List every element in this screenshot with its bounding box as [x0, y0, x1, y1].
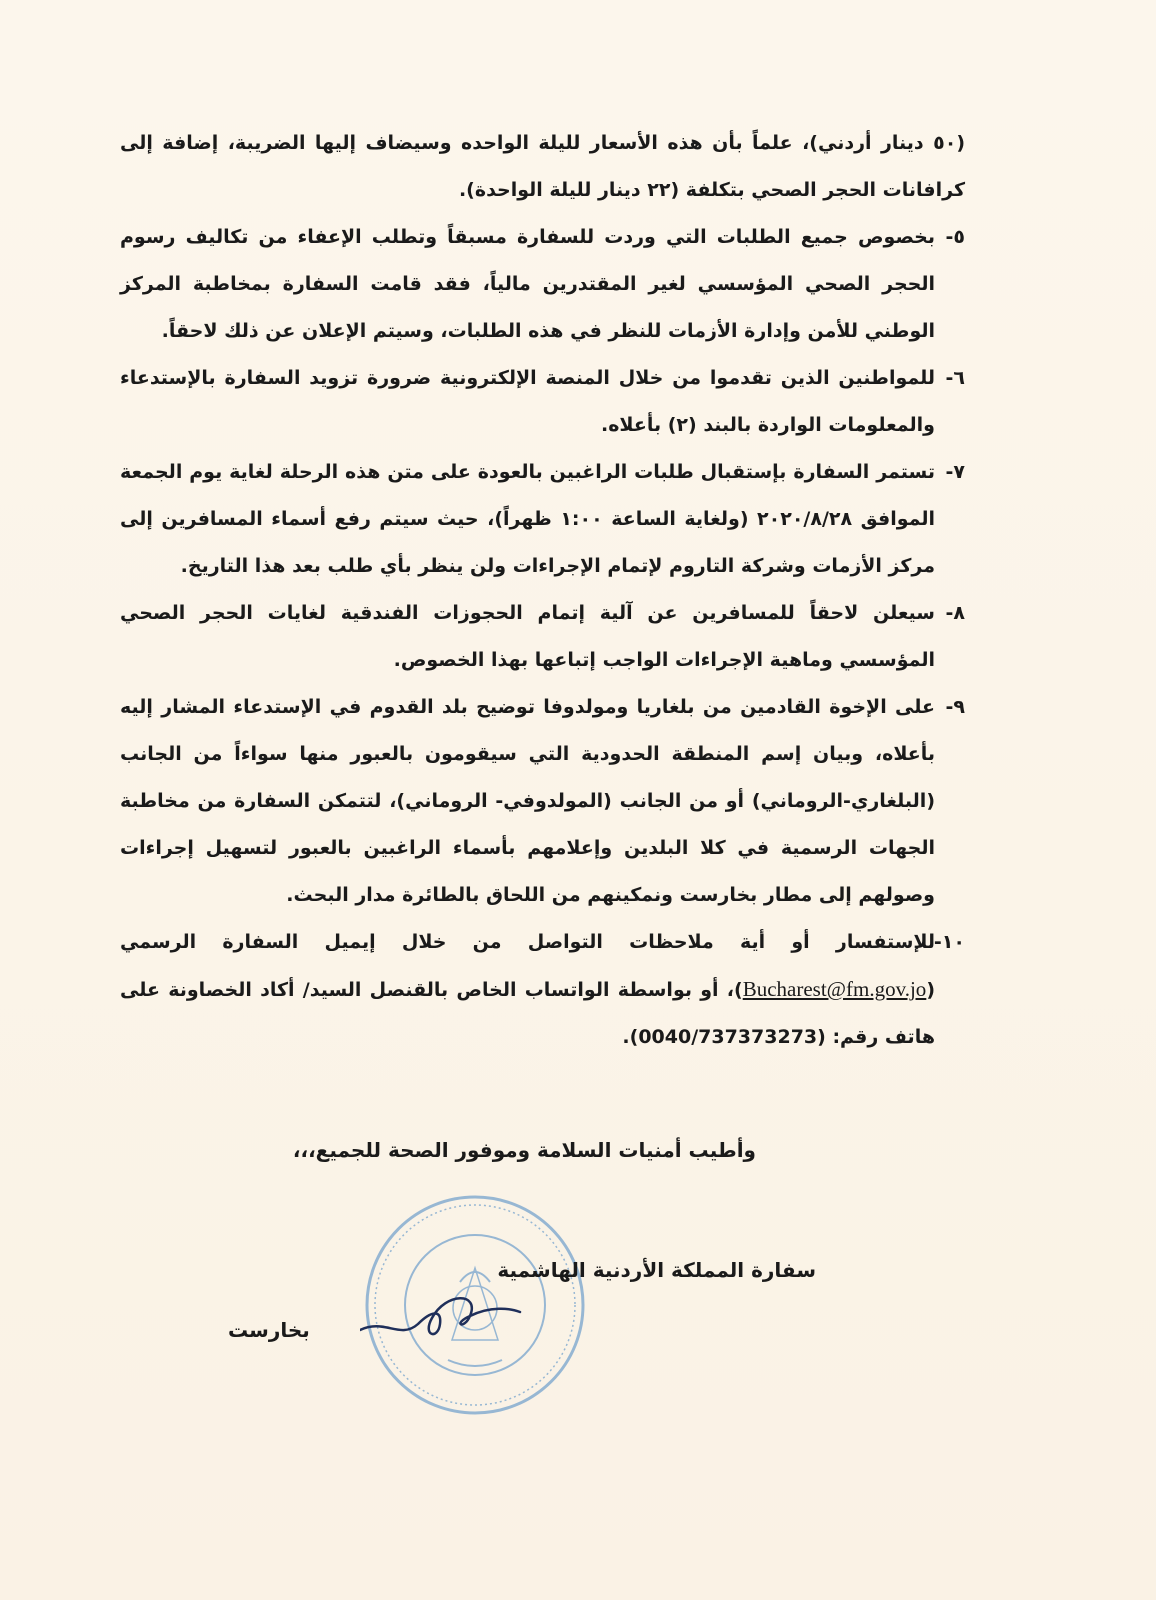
item-text: [120, 919, 935, 1061]
list-item: [120, 449, 965, 590]
item-number: ٥-: [945, 226, 965, 248]
item-number: ١٠-: [933, 931, 965, 953]
list-item: [120, 590, 965, 684]
list-item-contact: [120, 919, 965, 1061]
item-number: ٦-: [945, 367, 965, 389]
list-item: [120, 684, 965, 919]
list-item: [120, 214, 965, 355]
email-link[interactable]: Bucharest@fm.gov.jo: [742, 977, 927, 1001]
contact-text-after: )، أو بواسطة الواتساب الخاص بالقنصل السيد/ أكاد الخصاونة على هاتف رقم: (0040/737373273).: [120, 979, 935, 1048]
item-text: بخصوص جميع الطلبات التي وردت للسفارة مسبقاً وتطلب الإعفاء من تكاليف رسوم الحجر الصحي المؤسسي لغير المقتدرين مالياً، فقد قامت السفارة بمخاطبة المركز الوطني للأمن وإدارة الأزمات للنظر في هذه الطلبات، وسيتم الإعلان عن ذلك لاحقاً.: [120, 226, 935, 342]
item-text: للمواطنين الذين تقدموا من خلال المنصة الإلكترونية ضرورة تزويد السفارة بالإستدعاء والمعلومات الواردة بالبند (٢) بأعلاه.: [120, 367, 935, 436]
intro-paragraph: (٥٠ دينار أردني)، علماً بأن هذه الأسعار لليلة الواحده وسيضاف إليها الضريبة، إضافة إلى كرافانات الحجر الصحي بتكلفة (٢٢ دينار لليلة الواحدة).: [120, 132, 965, 201]
item-text: على الإخوة القادمين من بلغاريا ومولدوفا توضيح بلد القدوم في الإستدعاء المشار إليه بأعلاه، وبيان إسم المنطقة الحدودية التي سيقومون بالعبور منها سواءاً من الجانب (البلغاري-الروماني) أو من الجانب (المولدوفي- الروماني)، لتتمكن السفارة من مخاطبة الجهات الرسمية في كلا البلدين وإعلامهم بأسماء الراغبين بالعبور لتسهيل إجراءات وصولهم إلى مطار بخارست ونمكينهم من اللحاق بالطائرة مدار البحث.: [120, 696, 935, 906]
list-item: [120, 355, 965, 449]
embassy-seal-icon: [360, 1190, 590, 1420]
item-number: ٨-: [945, 602, 965, 624]
signature-city: بخارست: [228, 1318, 310, 1342]
signature-organization: سفارة المملكة الأردنية الهاشمية: [497, 1258, 816, 1282]
item-text: تستمر السفارة بإستقبال طلبات الراغبين بالعودة على متن هذه الرحلة لغاية يوم الجمعة الموافق ٢٠٢٠/٨/٢٨ (ولغاية الساعة ١:٠٠ ظهراً)، حيث سيتم رفع أسماء المسافرين إلى مركز الأزمات وشركة التاروم لإتمام الإجراءات ولن ينظر بأي طلب بعد هذا التاريخ.: [120, 461, 936, 577]
item-number: ٩-: [945, 696, 965, 718]
letter-body: [120, 120, 965, 1061]
item-number: ٧-: [945, 461, 965, 483]
item-text: سيعلن لاحقاً للمسافرين عن آلية إتمام الحجوزات الفندقية لغايات الحجر الصحي المؤسسي وماهية الإجراءات الواجب إتباعها بهذا الخصوص.: [120, 602, 935, 671]
contact-text-before: للإستفسار أو أية ملاحظات التواصل من خلال إيميل السفارة الرسمي (: [120, 931, 935, 1001]
closing-line: وأطيب أمنيات السلامة وموفور الصحة للجميع،،،: [292, 1138, 756, 1162]
